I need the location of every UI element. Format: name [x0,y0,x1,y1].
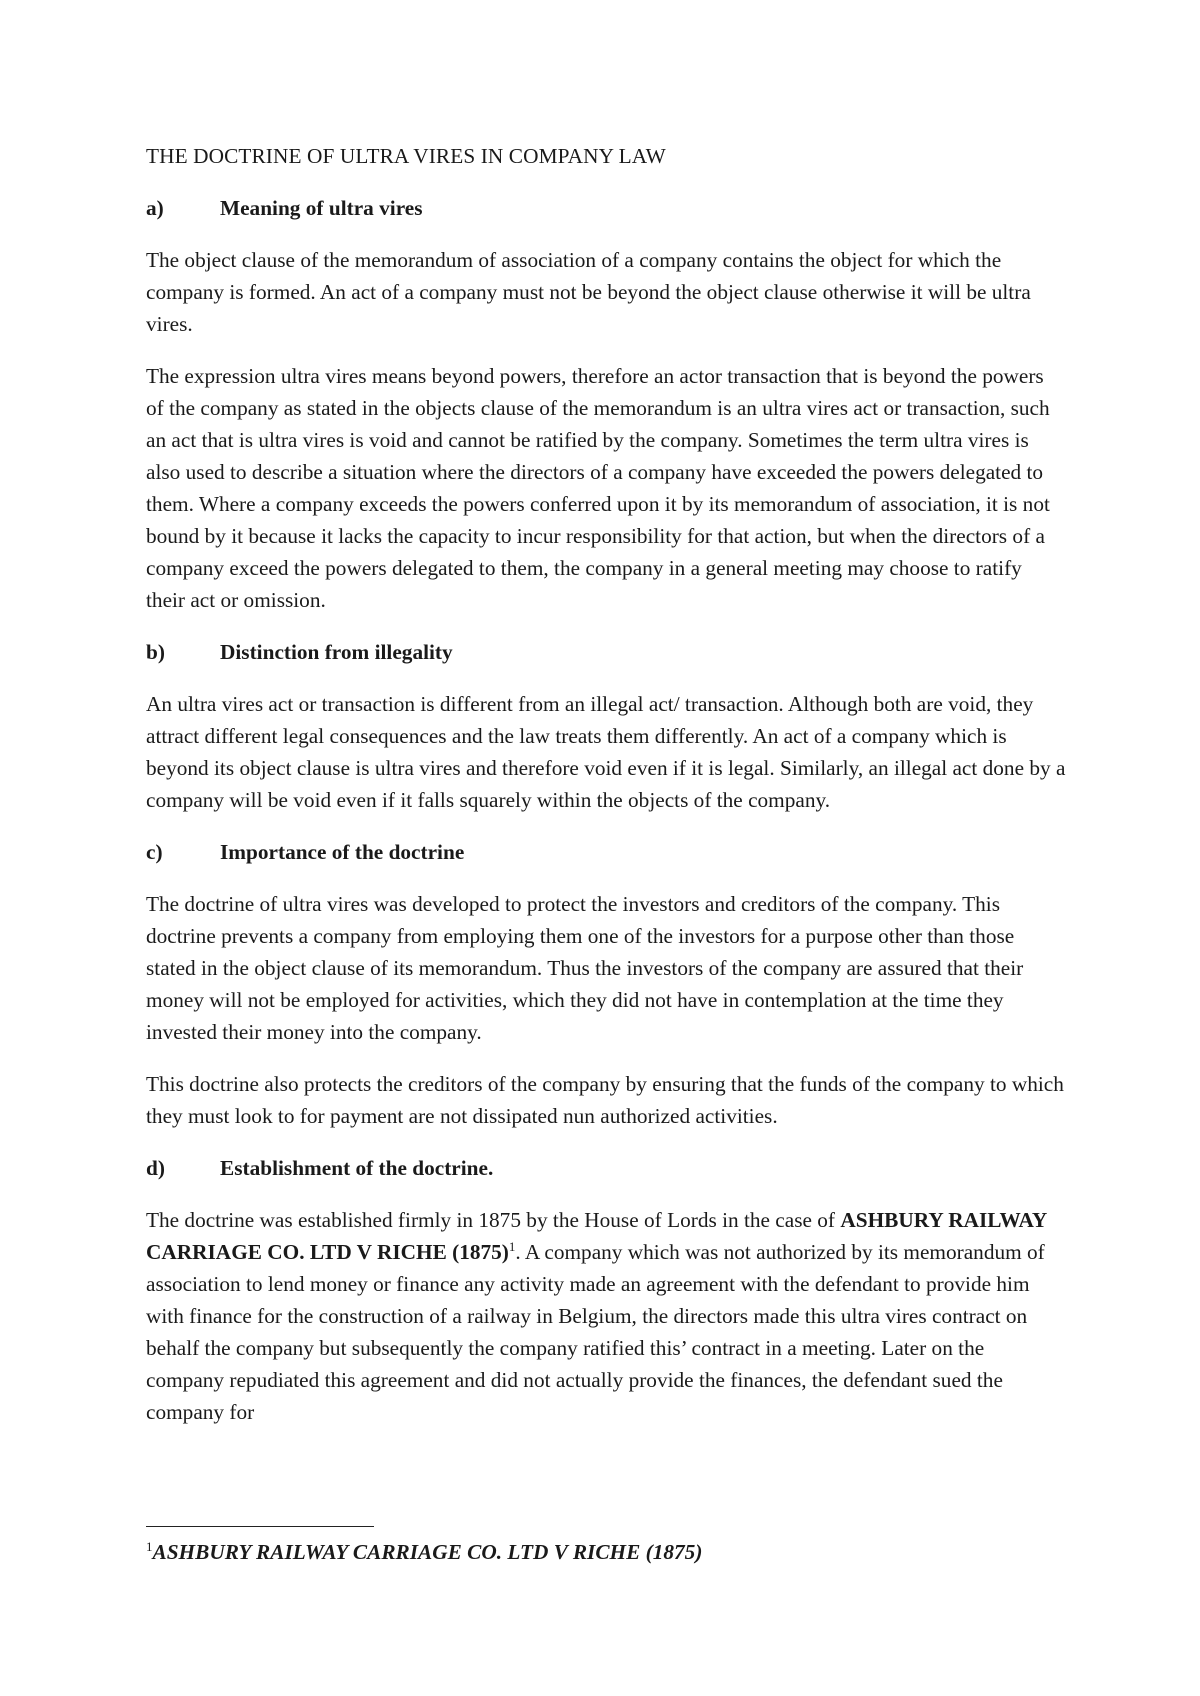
section-heading-text: Meaning of ultra vires [220,196,423,220]
footnote-number: 1 [146,1538,153,1554]
paragraph-intro: The doctrine was established firmly in 1875 by the House of Lords in the case of [146,1208,841,1232]
document-title: THE DOCTRINE OF ULTRA VIRES IN COMPANY LAW [146,144,666,168]
section-marker: b) [146,640,165,664]
document-body [146,140,1066,1448]
section-marker: a) [146,196,164,220]
paragraph: The expression ultra vires means beyond powers, therefore an actor transaction that is beyond the powers of the company as stated in the objects clause of the memorandum is an ultra vires act or transaction, such an act that is ultra vires is void and cannot be ratified by the company. Sometimes the term ultra vires is also used to describe a situation where the directors of a company have exceeded the powers delegated to them. Where a company exceeds the powers conferred upon it by its memorandum of association, it is not bound by it because it lacks the capacity to incur responsibility for that action, but when the directors of a company exceed the powers delegated to them, the company in a general meeting may choose to ratify their act or omission. [146,364,1050,612]
section-heading-text: Importance of the doctrine [220,840,465,864]
paragraph: The doctrine of ultra vires was developed to protect the investors and creditors of the company. This doctrine prevents a company from employing them one of the investors for a purpose other than those stated in the object clause of its memorandum. Thus the investors of the company are assured that their money will not be employed for activities, which they did not have in contemplation at the time they invested their money into the company. [146,892,1024,1044]
footnote-separator [146,1526,374,1527]
case-name: ASHBURY RAILWAY CARRIAGE CO. LTD V RICHE (1875) [146,1208,1047,1264]
section-heading-distinction [146,636,1066,668]
footnote-reference[interactable]: 1 [508,1238,516,1254]
paragraph: The object clause of the memorandum of association of a company contains the object for which the company is formed. An act of a company must not be beyond the object clause otherwise it will be ultra vires. [146,248,1031,336]
paragraph: This doctrine also protects the creditors of the company by ensuring that the funds of the company to which they must look to for payment are not dissipated nun authorized activities. [146,1072,1064,1128]
section-heading-meaning [146,192,1066,224]
paragraph-case [146,1204,1066,1428]
section-heading-text: Distinction from illegality [220,640,453,664]
section-heading-importance [146,836,1066,868]
section-marker: c) [146,840,163,864]
section-marker: d) [146,1156,165,1180]
footnote [146,1538,1066,1566]
paragraph: An ultra vires act or transaction is different from an illegal act/ transaction. Although both are void, they attract different legal consequences and the law treats them differently. An act of a company which is beyond its object clause is ultra vires and therefore void even if it is legal. Similarly, an illegal act done by a company will be void even if it falls squarely within the objects of the company. [146,692,1066,812]
paragraph-rest: . A company which was not authorized by its memorandum of association to lend money or finance any activity made an agreement with the defendant to provide him with finance for the construction of a railway in Belgium, the directors made this ultra vires contract on behalf the company but subsequently the company ratified this’ contract in a meeting. Later on the company repudiated this agreement and did not actually provide the finances, the defendant sued the company for [146,1240,1045,1424]
footnote-text: ASHBURY RAILWAY CARRIAGE CO. LTD V RICHE (1875) [152,1540,703,1564]
section-heading-establishment [146,1152,1066,1184]
section-heading-text: Establishment of the doctrine. [220,1156,494,1180]
